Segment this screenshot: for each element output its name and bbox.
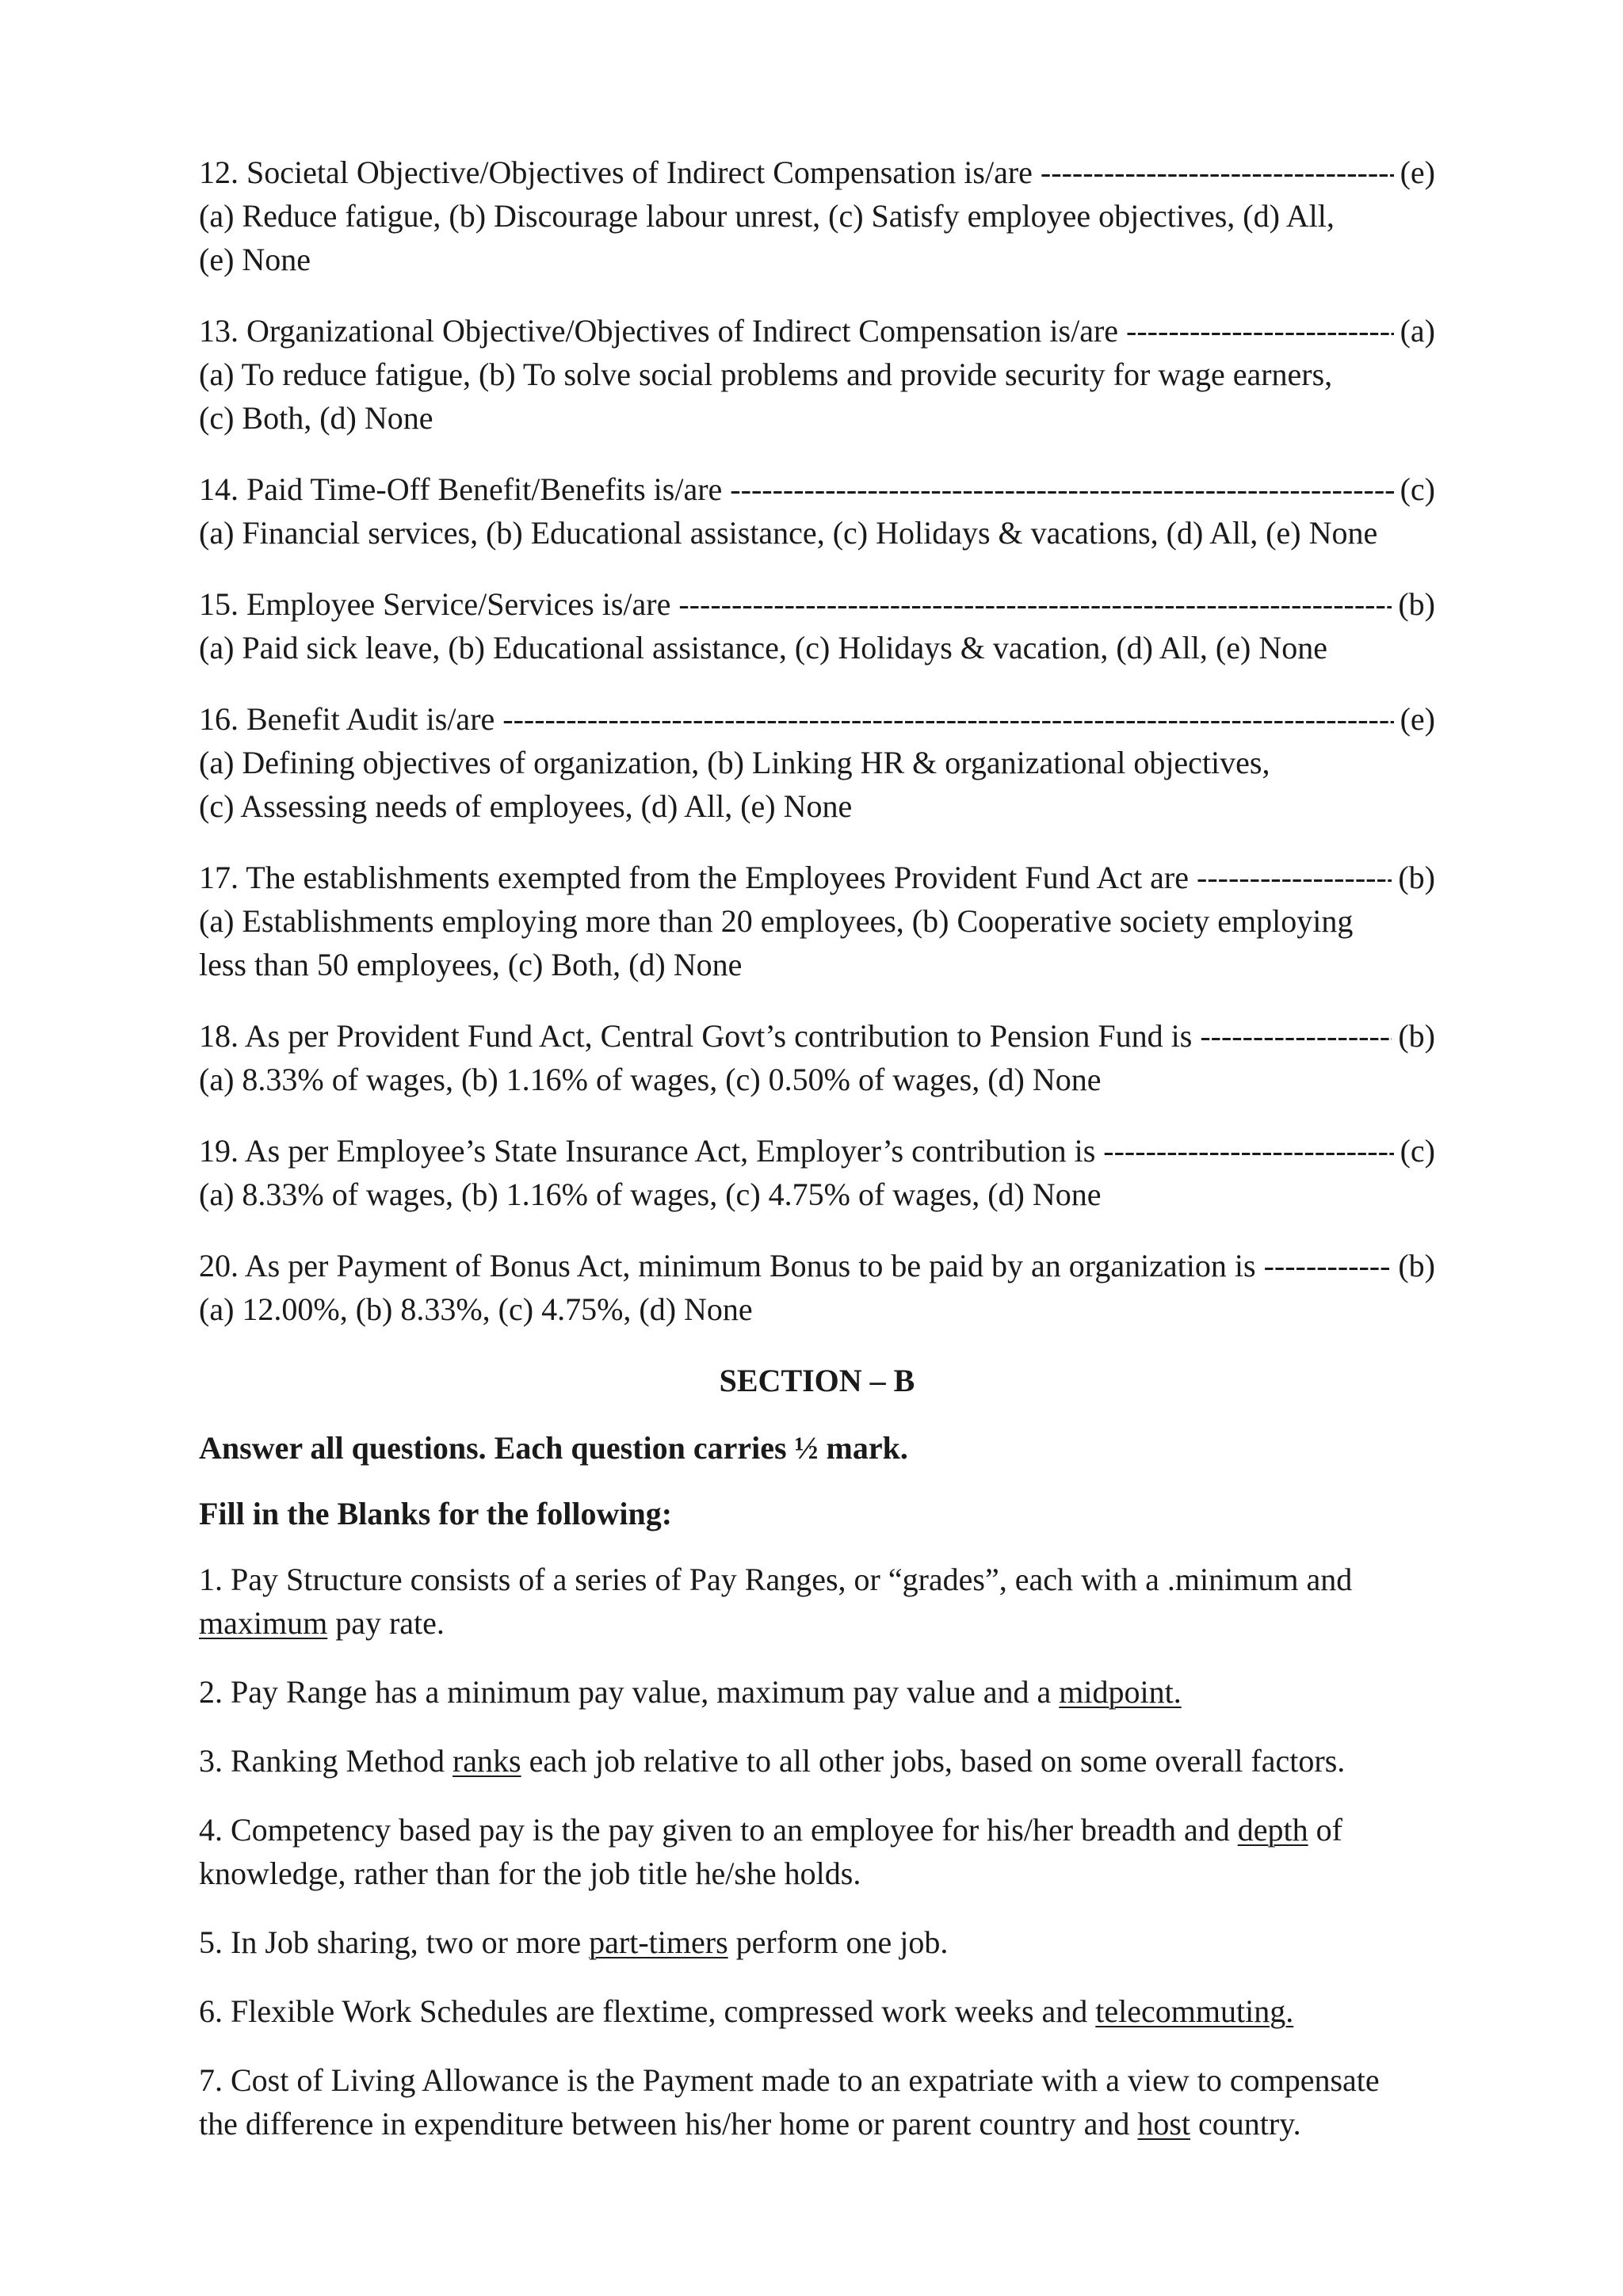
blank-line xyxy=(199,1920,1435,1964)
blank-text: pay rate. xyxy=(327,1605,445,1641)
question-options: (c) Assessing needs of employees, (d) All, (e) None xyxy=(199,788,853,824)
question-answer: (c) xyxy=(1400,1133,1435,1169)
blank-line xyxy=(199,1989,1435,2033)
blank-answer: depth xyxy=(1237,1812,1308,1848)
blank-text: perform one job. xyxy=(727,1924,949,1960)
question-answer: (e) xyxy=(1400,154,1435,190)
answer-dashes xyxy=(1264,1244,1392,1287)
blank-text: 2. Pay Range has a minimum pay value, maximum pay value and a xyxy=(199,1674,1060,1710)
blank-line xyxy=(199,1739,1435,1783)
fill-blank-1 xyxy=(199,1558,1435,1645)
blank-answer: ranks xyxy=(452,1743,521,1779)
fill-blank-3 xyxy=(199,1739,1435,1783)
blank-text: country. xyxy=(1190,2106,1301,2142)
answer-dashes xyxy=(678,582,1392,626)
answer-dashes xyxy=(1200,1014,1392,1058)
question-19 xyxy=(199,1129,1435,1216)
blank-text: 5. In Job sharing, two or more xyxy=(199,1924,590,1960)
fill-blank-7 xyxy=(199,2058,1435,2145)
question-line xyxy=(199,1129,1435,1173)
question-options: less than 50 employees, (c) Both, (d) None xyxy=(199,947,743,982)
question-line xyxy=(199,151,1435,194)
question-stem: 20. As per Payment of Bonus Act, minimum Bonus to be paid by an organization is xyxy=(199,1248,1256,1283)
blank-text: of xyxy=(1308,1812,1342,1848)
question-answer: (b) xyxy=(1398,1248,1435,1283)
question-20 xyxy=(199,1244,1435,1331)
blank-answer: telecommuting. xyxy=(1095,1993,1294,2029)
answer-dashes xyxy=(502,697,1393,741)
blank-line xyxy=(199,2102,1435,2145)
question-options: (a) Defining objectives of organization, (b) Linking HR & organizational objectives, xyxy=(199,745,1270,780)
question-answer: (b) xyxy=(1398,860,1435,895)
blank-text: 4. Competency based pay is the pay given to an employee for his/her breadth and xyxy=(199,1812,1238,1848)
question-line xyxy=(199,582,1435,626)
blank-text: 7. Cost of Living Allowance is the Payment made to an expatriate with a view to compensate xyxy=(199,2062,1380,2098)
answer-dashes xyxy=(1197,856,1392,899)
blank-text: 3. Ranking Method xyxy=(199,1743,453,1779)
blank-line xyxy=(199,1670,1435,1714)
answer-dashes xyxy=(1041,151,1394,194)
blank-text: 1. Pay Structure consists of a series of Pay Ranges, or “grades”, each with a .minimum and xyxy=(199,1562,1353,1597)
question-options: (a) 8.33% of wages, (b) 1.16% of wages, (c) 4.75% of wages, (d) None xyxy=(199,1177,1102,1212)
question-line xyxy=(199,467,1435,511)
blank-answer: part-timers xyxy=(589,1924,728,1960)
question-17 xyxy=(199,856,1435,986)
question-answer: (b) xyxy=(1398,1018,1435,1054)
blank-line xyxy=(199,1601,1435,1645)
question-stem: 15. Employee Service/Services is/are xyxy=(199,586,671,622)
section-instruction: Answer all questions. Each question carries ½ mark. xyxy=(199,1430,908,1466)
blank-text: the difference in expenditure between his/her home or parent country and xyxy=(199,2106,1138,2142)
section-title: SECTION – B xyxy=(719,1363,915,1398)
blank-answer: host xyxy=(1137,2106,1191,2142)
question-answer: (b) xyxy=(1398,586,1435,622)
fill-blank-4 xyxy=(199,1808,1435,1895)
question-stem: 19. As per Employee’s State Insurance Act, Employer’s contribution is xyxy=(199,1133,1096,1169)
question-stem: 14. Paid Time-Off Benefit/Benefits is/are xyxy=(199,471,723,507)
blank-text: 6. Flexible Work Schedules are flextime, compressed work weeks and xyxy=(199,1993,1096,2029)
question-options: (a) To reduce fatigue, (b) To solve social problems and provide security for wage earners, xyxy=(199,357,1333,392)
question-13 xyxy=(199,309,1435,440)
question-options: (a) 12.00%, (b) 8.33%, (c) 4.75%, (d) None xyxy=(199,1291,753,1327)
question-line xyxy=(199,1014,1435,1058)
question-stem: 16. Benefit Audit is/are xyxy=(199,701,495,737)
fill-blank-5 xyxy=(199,1920,1435,1964)
question-stem: 13. Organizational Objective/Objectives of Indirect Compensation is/are xyxy=(199,313,1119,349)
answer-dashes xyxy=(1126,309,1394,353)
question-16 xyxy=(199,697,1435,828)
question-15 xyxy=(199,582,1435,669)
answer-dashes xyxy=(1103,1129,1393,1173)
question-stem: 18. As per Provident Fund Act, Central Govt’s contribution to Pension Fund is xyxy=(199,1018,1193,1054)
question-answer: (c) xyxy=(1400,471,1435,507)
question-answer: (e) xyxy=(1400,701,1435,737)
section-subheading: Fill in the Blanks for the following: xyxy=(199,1496,673,1531)
blank-text: each job relative to all other jobs, based on some overall factors. xyxy=(521,1743,1346,1779)
question-stem: 17. The establishments exempted from the Employees Provident Fund Act are xyxy=(199,860,1190,895)
document-page xyxy=(199,151,1435,2171)
question-line xyxy=(199,856,1435,899)
fill-blank-6 xyxy=(199,1989,1435,2033)
question-line xyxy=(199,309,1435,353)
question-options: (a) Establishments employing more than 20 employees, (b) Cooperative society employing xyxy=(199,903,1354,939)
question-options: (a) Paid sick leave, (b) Educational assistance, (c) Holidays & vacation, (d) All, (e) None xyxy=(199,630,1327,666)
blank-answer: maximum xyxy=(199,1605,328,1641)
question-18 xyxy=(199,1014,1435,1101)
question-options: (a) Financial services, (b) Educational assistance, (c) Holidays & vacations, (d) All, (e) None xyxy=(199,515,1378,551)
blank-line xyxy=(199,1808,1435,1852)
question-options: (e) None xyxy=(199,242,311,277)
question-14 xyxy=(199,467,1435,555)
question-12 xyxy=(199,151,1435,281)
question-line xyxy=(199,1244,1435,1287)
answer-dashes xyxy=(730,467,1393,511)
question-line xyxy=(199,697,1435,741)
blank-answer: midpoint. xyxy=(1059,1674,1182,1710)
blank-text: knowledge, rather than for the job title he/she holds. xyxy=(199,1855,861,1891)
question-options: (a) Reduce fatigue, (b) Discourage labour unrest, (c) Satisfy employee objectives, (d) All, xyxy=(199,198,1335,234)
fill-blank-2 xyxy=(199,1670,1435,1714)
question-stem: 12. Societal Objective/Objectives of Indirect Compensation is/are xyxy=(199,154,1033,190)
question-answer: (a) xyxy=(1400,313,1435,349)
question-options: (c) Both, (d) None xyxy=(199,400,433,436)
question-options: (a) 8.33% of wages, (b) 1.16% of wages, (c) 0.50% of wages, (d) None xyxy=(199,1062,1102,1097)
